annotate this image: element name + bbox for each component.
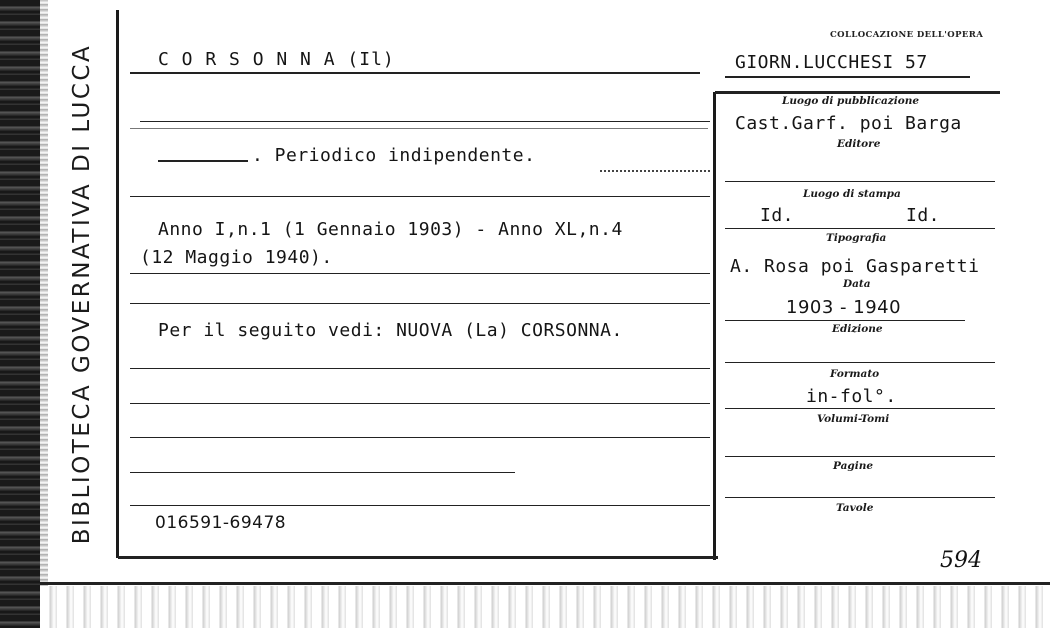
- luogo-stampa-label: Luogo di stampa: [803, 188, 901, 200]
- blank-underline: [158, 150, 248, 162]
- scan-edge-fringe: [40, 0, 48, 628]
- tavole-label: Tavole: [836, 502, 874, 514]
- panel-rule: [725, 181, 995, 182]
- panel-rule: [725, 320, 965, 321]
- rule-line: [130, 368, 710, 369]
- rule-line: [130, 128, 708, 129]
- description: . Periodico indipendente.: [252, 145, 536, 166]
- volumi-label: Volumi-Tomi: [817, 413, 890, 425]
- collocazione-label: COLLOCAZIONE DELL'OPERA: [830, 30, 984, 40]
- data-label: Data: [843, 278, 871, 290]
- panel-rule: [725, 362, 995, 363]
- luogo-pubblicazione-value: Cast.Garf. poi Barga: [735, 113, 962, 134]
- rule-line: [130, 273, 710, 274]
- luogo-stampa-value-1: Id.: [760, 205, 795, 226]
- rule-line: [130, 472, 515, 473]
- left-margin-rule: [116, 10, 119, 558]
- formato-label: Formato: [830, 368, 880, 380]
- panel-rule: [725, 497, 995, 498]
- rule-line: [140, 121, 710, 122]
- card-bottom-edge: [40, 582, 1050, 585]
- editore-label: Editore: [837, 138, 881, 150]
- card-title: C O R S O N N A (Il): [158, 49, 395, 70]
- library-side-label: BIBLIOTECA GOVERNATIVA DI LUCCA: [69, 43, 95, 545]
- title-underline: [130, 72, 700, 74]
- card-bottom-rule: [118, 556, 718, 559]
- pagine-label: Pagine: [833, 460, 874, 472]
- rule-line: [130, 403, 710, 404]
- panel-rule: [725, 456, 995, 457]
- dates-line-1: Anno I,n.1 (1 Gennaio 1903) - Anno XL,n.4: [158, 219, 623, 240]
- rule-line: [600, 170, 710, 172]
- rule-line: [130, 303, 710, 304]
- inventory-number: 016591-69478: [155, 513, 287, 533]
- rule-line: [130, 196, 710, 197]
- collocazione-underline: [725, 76, 970, 78]
- scan-edge: [0, 0, 40, 628]
- scan-bottom-band: [40, 586, 1050, 628]
- data-value: 1903 - 1940: [786, 297, 902, 318]
- see-also-note: Per il seguito vedi: NUOVA (La) CORSONNA.: [158, 320, 623, 341]
- rule-line: [130, 505, 710, 506]
- tipografia-value: A. Rosa poi Gasparetti: [730, 256, 980, 277]
- panel-rule: [725, 408, 995, 409]
- panel-top-rule: [715, 91, 1000, 94]
- rule-line: [130, 437, 710, 438]
- handwritten-signature: 594: [940, 548, 982, 573]
- tipografia-label: Tipografia: [826, 232, 887, 244]
- luogo-stampa-value-2: Id.: [906, 205, 941, 226]
- edizione-label: Edizione: [832, 323, 883, 335]
- panel-rule: [725, 228, 995, 229]
- panel-divider-rule: [713, 92, 716, 560]
- luogo-pubblicazione-label: Luogo di pubblicazione: [782, 95, 920, 107]
- collocazione-value: GIORN.LUCCHESI 57: [735, 52, 928, 73]
- dates-line-2: (12 Maggio 1940).: [140, 247, 333, 268]
- formato-value: in-fol°.: [806, 386, 897, 407]
